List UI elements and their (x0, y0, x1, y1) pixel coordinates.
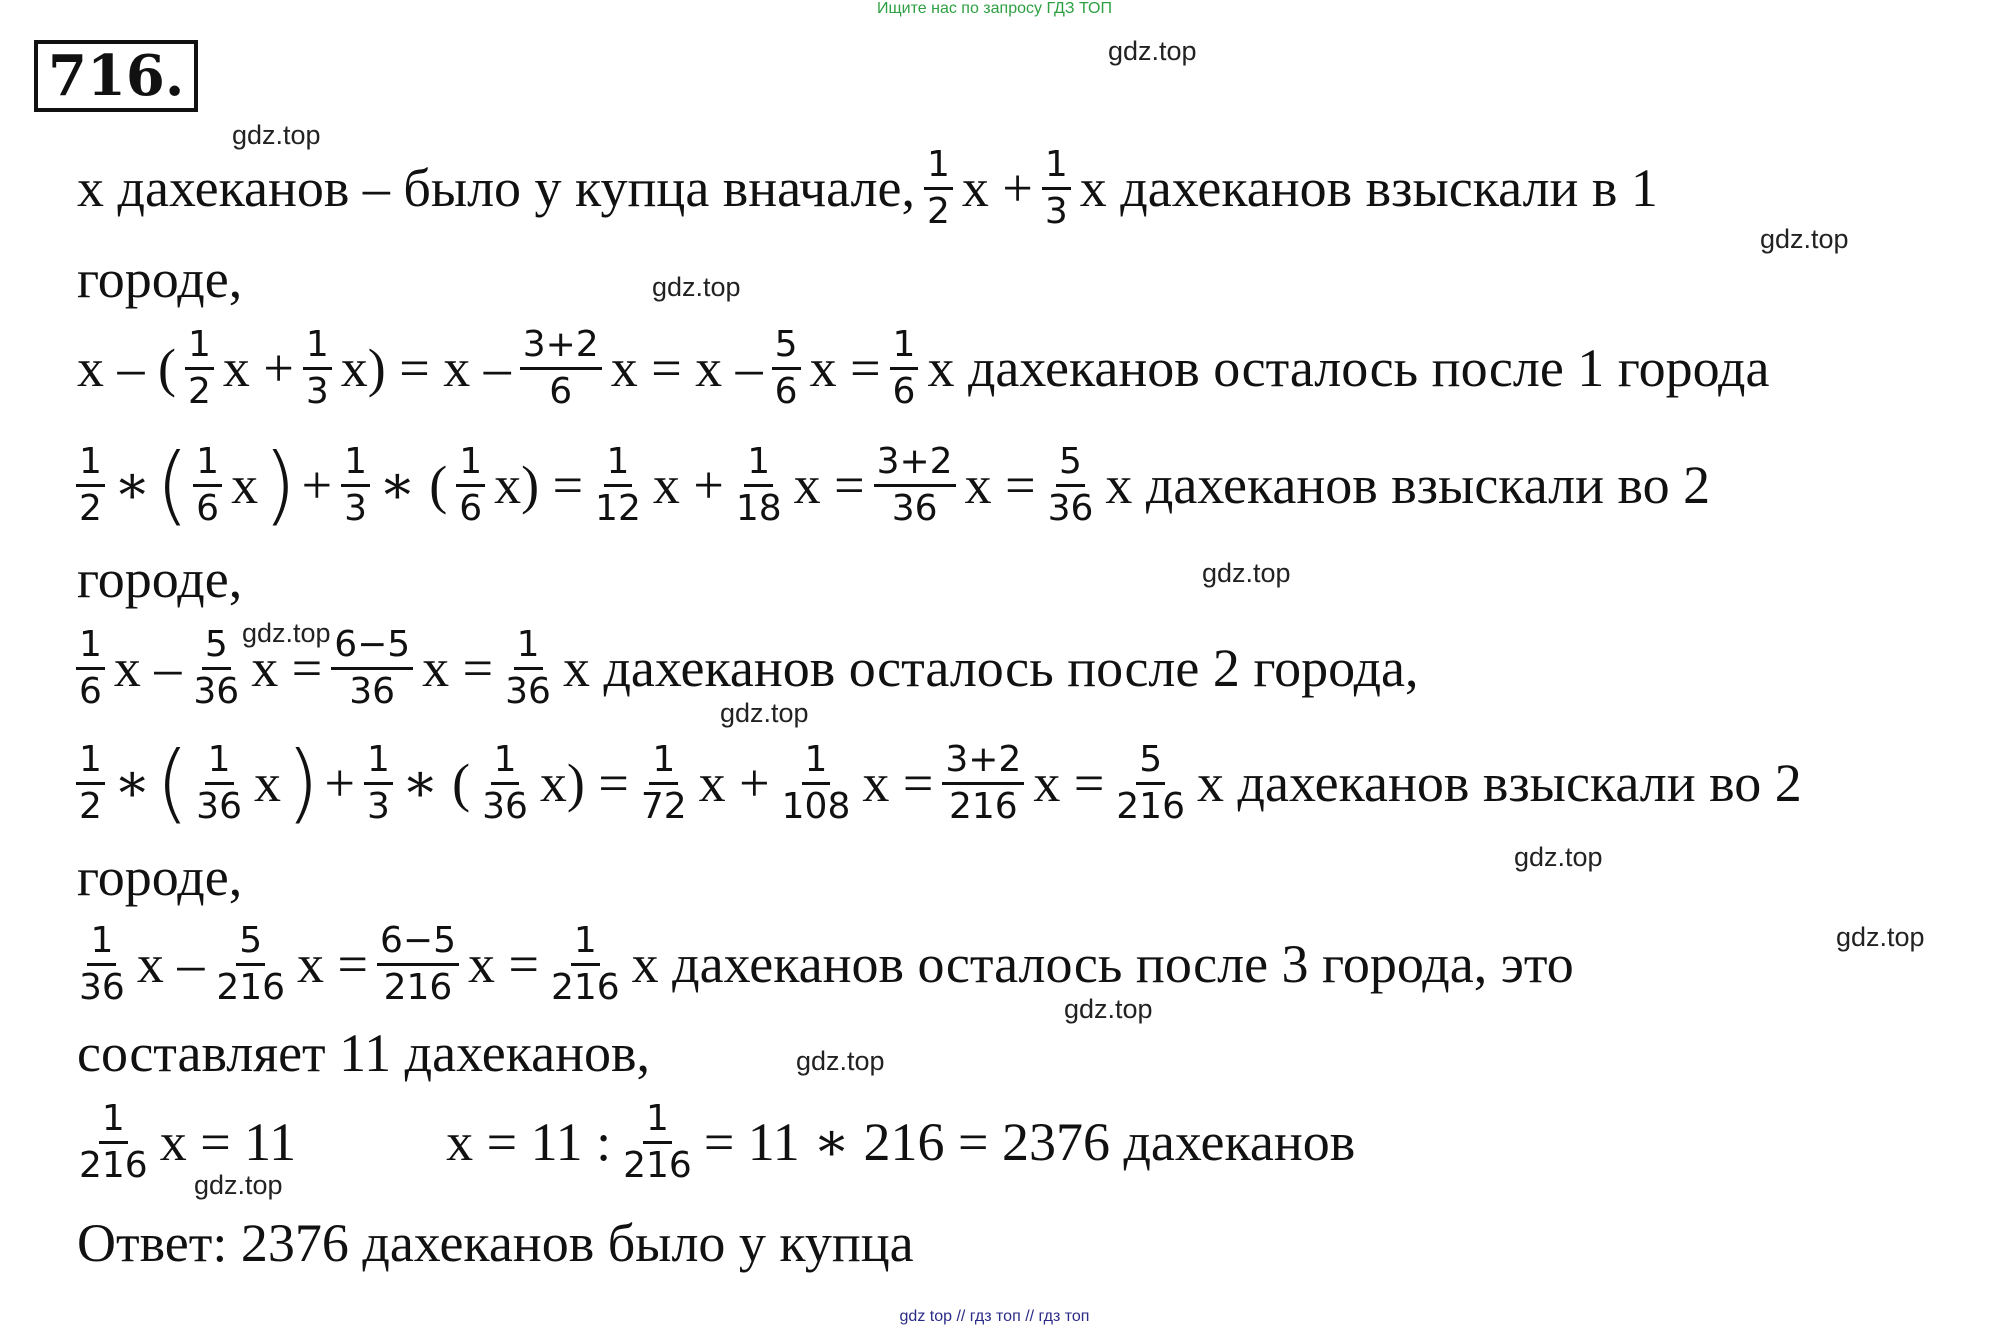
watermark: gdz.top (720, 698, 809, 728)
denominator: 216 (948, 785, 1018, 827)
denominator: 36 (193, 670, 240, 712)
fraction (874, 440, 956, 529)
math-text: + (301, 455, 333, 515)
math-text: x = (793, 455, 865, 515)
numerator: 5 (1056, 443, 1085, 487)
numerator: 6−5 (331, 626, 413, 670)
math-text: городе, (77, 549, 243, 609)
watermark: gdz.top (232, 120, 321, 150)
math-text: x + (698, 753, 770, 813)
solution-line-11 (72, 1100, 1360, 1185)
fraction (331, 626, 413, 711)
numerator: 1 (604, 443, 633, 487)
watermark: gdz.top (1202, 558, 1291, 588)
math-text: x) = (539, 753, 629, 813)
math-text: составляет 11 дахеканов, (77, 1023, 650, 1083)
denominator: 6 (196, 487, 220, 529)
fraction (76, 922, 128, 1007)
fraction (1042, 146, 1071, 231)
denominator: 6 (892, 370, 916, 412)
numerator: 1 (802, 741, 831, 785)
denominator: 216 (623, 1144, 692, 1186)
numerator: 3+2 (874, 443, 956, 487)
numerator: 1 (205, 741, 234, 785)
numerator: 1 (99, 1100, 128, 1144)
fraction (924, 146, 953, 231)
fraction (76, 1100, 151, 1185)
fraction (520, 326, 602, 411)
solution-line-4 (72, 435, 1715, 535)
denominator: 36 (505, 670, 551, 712)
math-text: x дахеканов осталось после 2 города, (562, 638, 1419, 699)
math-text: ) (285, 733, 320, 833)
numerator: 1 (571, 922, 600, 966)
watermark: gdz.top (1836, 922, 1925, 952)
fraction (592, 440, 644, 529)
solution-line-3 (72, 326, 1775, 411)
denominator: 2 (927, 190, 950, 232)
denominator: 6 (774, 370, 798, 412)
fraction (1113, 738, 1188, 827)
solution-line-5 (72, 549, 247, 609)
denominator: 2 (79, 487, 102, 529)
fraction (890, 326, 919, 411)
fraction (341, 440, 370, 529)
math-text: x = 11 : (446, 1112, 612, 1173)
denominator: 216 (383, 966, 453, 1008)
numerator: 1 (76, 741, 105, 785)
math-text: x = (422, 638, 494, 699)
numerator: 1 (890, 326, 919, 370)
numerator: 1 (87, 922, 116, 966)
search-banner: Ищите нас по запросу ГДЗ ТОП (877, 0, 1112, 17)
denominator: 36 (196, 785, 242, 827)
fraction (638, 738, 690, 827)
footer-watermark: gdz top // гдз топ // гдз топ (899, 1308, 1090, 1325)
numerator: 1 (364, 741, 393, 785)
fraction (76, 738, 105, 827)
math-text: = 11 ∗ 216 = 2376 дахеканов (703, 1112, 1356, 1173)
denominator: 3 (344, 487, 368, 529)
denominator: 6 (459, 487, 483, 529)
math-text: x = (251, 638, 323, 699)
math-text: ) (263, 435, 297, 535)
fraction (185, 326, 214, 411)
math-text: x) = x – (340, 338, 511, 399)
denominator: 216 (216, 966, 286, 1008)
math-text: x дахеканов взыскали во 2 (1197, 753, 1802, 813)
math-text: городе, (77, 249, 243, 309)
fraction (303, 326, 332, 411)
numerator: 3+2 (942, 741, 1024, 785)
numerator: 1 (1042, 146, 1071, 190)
fraction (733, 440, 785, 529)
solution-line-6 (72, 626, 1424, 711)
fraction (779, 738, 854, 827)
denominator: 216 (1116, 785, 1185, 827)
math-text: x = (1033, 753, 1105, 813)
math-text: x = (297, 934, 368, 995)
solution-line-2 (72, 249, 247, 309)
numerator: 1 (341, 443, 370, 487)
denominator: 36 (1047, 487, 1094, 529)
numerator: 1 (456, 443, 485, 487)
math-text: x = 11 (159, 1112, 297, 1173)
math-text: x дахеканов осталось после 1 города (927, 338, 1770, 399)
denominator: 18 (735, 487, 782, 529)
numerator: 1 (643, 1100, 672, 1144)
fraction (76, 626, 105, 711)
fraction (1045, 440, 1097, 529)
math-text: ∗ (113, 455, 151, 515)
solution-line-7 (72, 733, 1807, 833)
fraction (456, 440, 485, 529)
denominator: 2 (187, 370, 211, 412)
numerator: 5 (236, 922, 265, 966)
fraction (772, 326, 801, 411)
denominator: 2 (79, 785, 102, 827)
fraction (190, 626, 242, 711)
denominator: 72 (640, 785, 687, 827)
watermark: gdz.top (796, 1046, 885, 1076)
fraction (502, 626, 554, 711)
denominator: 6 (549, 370, 573, 412)
math-text: x – (136, 934, 205, 995)
math-text: ∗ ( (379, 455, 448, 515)
watermark: gdz.top (1760, 224, 1849, 254)
denominator: 3 (367, 785, 390, 827)
math-text: x + (222, 338, 294, 399)
watermark: gdz.top (652, 272, 741, 302)
watermark: gdz.top (1108, 36, 1197, 66)
math-text: Ответ: 2376 дахеканов было у купца (77, 1213, 914, 1273)
denominator: 36 (349, 670, 396, 712)
denominator: 216 (79, 1144, 148, 1186)
numerator: 1 (491, 741, 520, 785)
solution-line-10 (72, 1023, 655, 1083)
math-text: ( (155, 733, 190, 833)
math-text: x = (467, 934, 539, 995)
math-text: x дахеканов взыскали в 1 (1079, 158, 1658, 219)
answer-line (72, 1213, 919, 1273)
denominator: 6 (79, 670, 102, 712)
denominator: 12 (595, 487, 641, 529)
denominator: 108 (781, 785, 851, 827)
denominator: 216 (550, 966, 620, 1008)
math-text: + (324, 753, 356, 813)
math-text: x) = (494, 455, 584, 515)
math-text: ∗ (113, 753, 151, 813)
fraction (942, 738, 1024, 827)
numerator: 1 (76, 626, 105, 670)
numerator: 1 (514, 626, 543, 670)
solution-line-9 (72, 922, 1579, 1007)
denominator: 36 (79, 966, 125, 1008)
math-text: x – ( (77, 338, 176, 399)
numerator: 1 (744, 443, 773, 487)
math-text: x дахеканов – было у купца вначале, (77, 158, 916, 219)
numerator: 3+2 (520, 326, 602, 370)
numerator: 1 (303, 326, 332, 370)
fraction (193, 440, 222, 529)
math-text: ( (155, 435, 190, 535)
math-text: x = x – (610, 338, 763, 399)
denominator: 3 (1044, 190, 1068, 232)
numerator: 1 (185, 326, 214, 370)
fraction (76, 440, 105, 529)
numerator: 1 (924, 146, 953, 190)
math-text: x дахеканов осталось после 3 города, это (631, 934, 1574, 995)
math-text: x = (809, 338, 881, 399)
fraction (548, 922, 623, 1007)
fraction (620, 1100, 695, 1185)
numerator: 5 (1136, 741, 1165, 785)
numerator: 1 (193, 443, 222, 487)
watermark: gdz.top (194, 1170, 283, 1200)
watermark: gdz.top (1064, 994, 1153, 1024)
math-text: городе, (77, 847, 243, 907)
numerator: 1 (76, 443, 105, 487)
fraction (193, 738, 245, 827)
solution-line-1 (72, 146, 1663, 231)
math-text: x = (964, 455, 1036, 515)
watermark: gdz.top (242, 618, 331, 648)
numerator: 5 (772, 326, 801, 370)
numerator: 6−5 (377, 922, 459, 966)
denominator: 3 (305, 370, 329, 412)
problem-number: 716. (34, 40, 198, 112)
math-text: x (231, 455, 259, 515)
fraction (364, 738, 393, 827)
solution-line-8 (72, 847, 247, 907)
math-text: x = (862, 753, 934, 813)
math-text: x – (113, 638, 182, 699)
math-text: x + (961, 158, 1033, 219)
fraction (479, 738, 531, 827)
denominator: 36 (482, 785, 528, 827)
numerator: 1 (649, 741, 678, 785)
math-text: x (253, 753, 281, 813)
math-text: ∗ ( (401, 753, 471, 813)
watermark: gdz.top (1514, 842, 1603, 872)
fraction (377, 922, 459, 1007)
fraction (213, 922, 288, 1007)
numerator: 5 (202, 626, 231, 670)
denominator: 36 (891, 487, 938, 529)
math-text: x + (652, 455, 724, 515)
math-text: x дахеканов взыскали во 2 (1105, 455, 1711, 515)
